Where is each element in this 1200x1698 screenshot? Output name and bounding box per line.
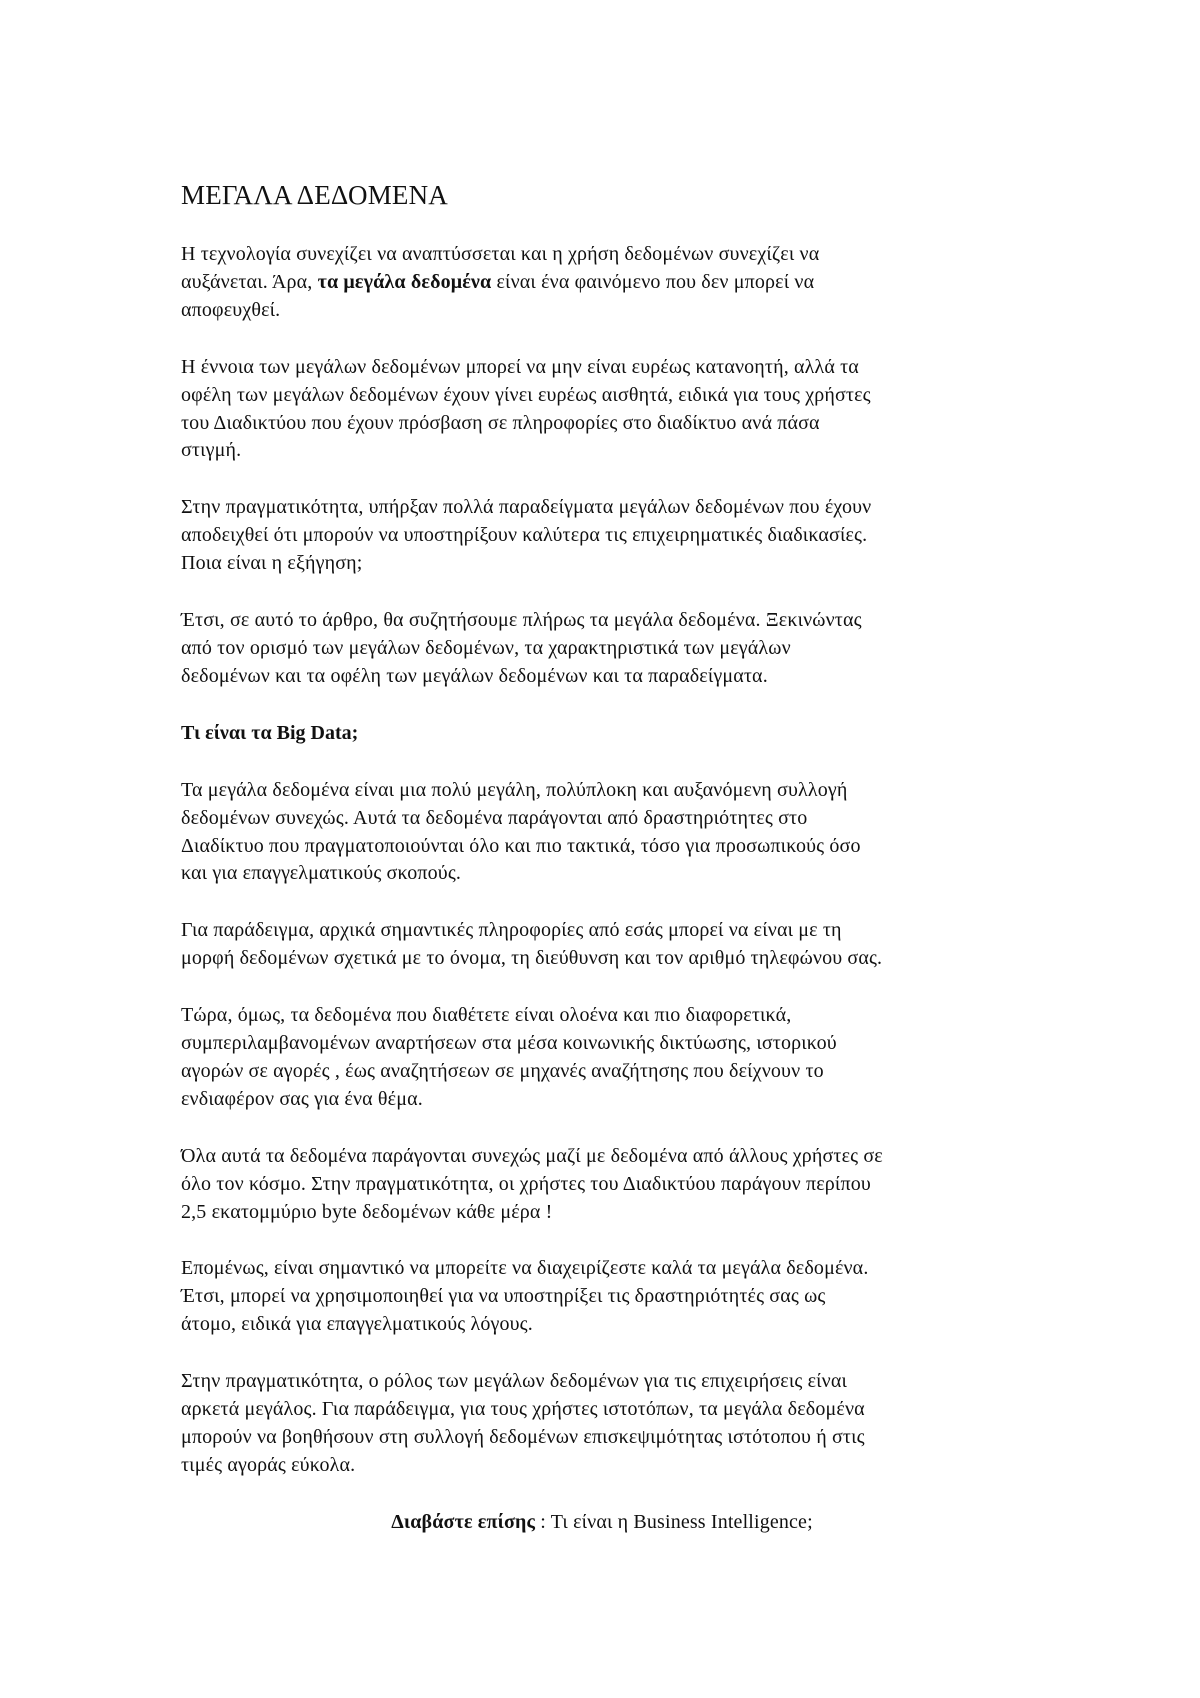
bold-phrase: τα μεγάλα δεδομένα: [317, 270, 492, 293]
section-heading: Τι είναι τα Big Data;: [181, 721, 359, 744]
paragraph-line: Τα μεγάλα δεδομένα είναι μια πολύ μεγάλη, πολύπλοκη και αυξανόμενη συλλογή: [181, 778, 848, 801]
read-also-text: : Τι είναι η Business Intelligence;: [535, 1510, 813, 1533]
paragraph-line: αγορών σε αγορές , έως αναζητήσεων σε μηχανές αναζήτησης που δείχνουν το: [181, 1059, 824, 1082]
paragraph-line: μπορούν να βοηθήσουν στη συλλογή δεδομένων επισκεψιμότητας ιστότοπου ή στις: [181, 1426, 865, 1448]
paragraph-data-volume: [181, 1143, 1023, 1227]
paragraph-line: του Διαδικτύου που έχουν πρόσβαση σε πληροφορίες στο διαδίκτυο ανά πάσα: [181, 411, 820, 434]
paragraph-line: Έτσι, σε αυτό το άρθρο, θα συζητήσουμε πλήρως τα μεγάλα δεδομένα. Ξεκινώντας: [181, 609, 862, 632]
paragraph-intro: [181, 241, 1023, 325]
paragraph-line: ενδιαφέρον σας για ένα θέμα.: [181, 1087, 423, 1110]
paragraph-concept: [181, 354, 1023, 466]
read-also-label: Διαβάστε επίσης: [391, 1510, 536, 1533]
paragraph-line: δεδομένων συνεχώς. Αυτά τα δεδομένα παράγονται από δραστηριότητες στο: [181, 806, 808, 829]
paragraph-line: αποφευχθεί.: [181, 298, 281, 321]
paragraph-line: οφέλη των μεγάλων δεδομένων έχουν γίνει ευρέως αισθητά, ειδικά για τους χρήστες: [181, 383, 871, 406]
line-text: είναι ένα φαινόμενο που δεν μπορεί να: [491, 270, 815, 293]
paragraph-line: Επομένως, είναι σημαντικό να μπορείτε να διαχειρίζεστε καλά τα μεγάλα δεδομένα.: [181, 1257, 869, 1280]
paragraph-line: Ποια είναι η εξήγηση;: [181, 552, 363, 575]
paragraph-line: Στην πραγματικότητα, ο ρόλος των μεγάλων δεδομένων για τις επιχειρήσεις είναι: [181, 1370, 848, 1393]
paragraph-diverse-data: [181, 1002, 1023, 1114]
paragraph-line: μορφή δεδομένων σχετικά με το όνομα, τη διεύθυνση και τον αριθμό τηλεφώνου σας.: [181, 947, 883, 970]
read-also-line: [181, 1509, 1023, 1537]
paragraph-line: Έτσι, μπορεί να χρησιμοποιηθεί για να υποστηρίξει τις δραστηριότητές σας ως: [181, 1285, 826, 1308]
paragraph-line: στιγμή.: [181, 439, 242, 462]
paragraph-line: [181, 269, 1023, 297]
paragraph-article-scope: [181, 607, 1023, 691]
paragraph-line: αρκετά μεγάλος. Για παράδειγμα, για τους χρήστες ιστοτόπων, τα μεγάλα δεδομένα: [181, 1398, 865, 1421]
paragraph-line: Η τεχνολογία συνεχίζει να αναπτύσσεται και η χρήση δεδομένων συνεχίζει να: [181, 243, 820, 265]
paragraph-line: τιμές αγοράς εύκολα.: [181, 1453, 356, 1476]
paragraph-line: αποδειχθεί ότι μπορούν να υποστηρίξουν καλύτερα τις επιχειρηματικές διαδικασίες.: [181, 524, 868, 547]
paragraph-line: και για επαγγελματικούς σκοπούς.: [181, 862, 462, 885]
paragraph-line: 2,5 εκατομμύριο byte δεδομένων κάθε μέρα !: [181, 1200, 553, 1223]
paragraph-definition: [181, 777, 1023, 889]
paragraph-line: Τώρα, όμως, τα δεδομένα που διαθέτετε είναι ολοένα και πιο διαφορετικά,: [181, 1004, 792, 1027]
paragraph-line: Διαδίκτυο που πραγματοποιούνται όλο και πιο τακτικά, τόσο για προσωπικούς όσο: [181, 834, 861, 857]
paragraph-business-role: [181, 1368, 1023, 1480]
paragraph-line: όλο τον κόσμο. Στην πραγματικότητα, οι χρήστες του Διαδικτύου παράγουν περίπου: [181, 1172, 871, 1195]
paragraph-line: από τον ορισμό των μεγάλων δεδομένων, τα χαρακτηριστικά των μεγάλων: [181, 636, 791, 659]
paragraph-management: [181, 1255, 1023, 1339]
document-title: ΜΕΓΑΛΑ ΔΕΔΟΜΕΝΑ: [181, 180, 449, 210]
paragraph-examples: [181, 494, 1023, 578]
paragraph-line: δεδομένων και τα οφέλη των μεγάλων δεδομένων και τα παραδείγματα.: [181, 664, 768, 687]
paragraph-example-info: [181, 917, 1023, 973]
line-text: αυξάνεται. Άρα,: [181, 270, 318, 293]
document-page: [181, 178, 1023, 1566]
paragraph-line: Για παράδειγμα, αρχικά σημαντικές πληροφορίες από εσάς μπορεί να είναι με τη: [181, 919, 842, 942]
paragraph-line: Στην πραγματικότητα, υπήρξαν πολλά παραδείγματα μεγάλων δεδομένων που έχουν: [181, 496, 872, 519]
paragraph-line: άτομο, ειδικά για επαγγελματικούς λόγους.: [181, 1313, 533, 1336]
paragraph-line: συμπεριλαμβανομένων αναρτήσεων στα μέσα κοινωνικής δικτύωσης, ιστορικού: [181, 1032, 837, 1055]
paragraph-line: [181, 1509, 1023, 1537]
paragraph-line: Όλα αυτά τα δεδομένα παράγονται συνεχώς μαζί με δεδομένα από άλλους χρήστες σε: [181, 1144, 883, 1167]
paragraph-line: Η έννοια των μεγάλων δεδομένων μπορεί να μην είναι ευρέως κατανοητή, αλλά τα: [181, 355, 859, 378]
